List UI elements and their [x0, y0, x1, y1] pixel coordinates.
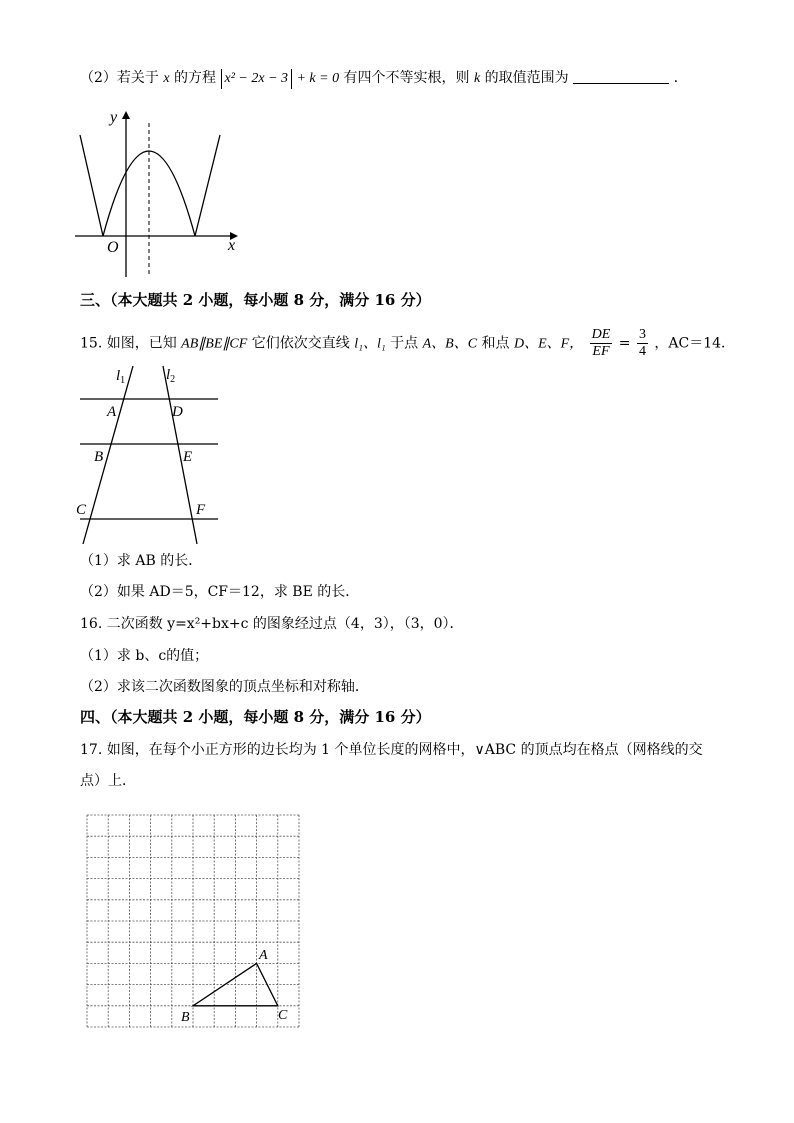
curve-right-branch: [195, 135, 220, 236]
section-4-title: 四、（本大题共 2 小题，每小题 8 分，满分 16 分）: [80, 708, 431, 726]
l2-label: $l_2$: [166, 367, 176, 385]
q16-sub2: （2）求该二次函数图象的顶点坐标和对称轴．: [80, 679, 369, 695]
section-3-title: 三、（本大题共 2 小题，每小题 8 分，满分 16 分）: [80, 291, 431, 309]
q14-prefix: （2）若关于: [80, 70, 159, 86]
point-a-label: A: [107, 404, 117, 420]
abs-parabola-graph: [70, 105, 250, 285]
vertex-c-label: C: [278, 1008, 288, 1023]
grid-figure: [80, 808, 310, 1038]
q17-line2: 点）上．: [80, 773, 136, 789]
y-axis-arrow: [122, 111, 130, 119]
q14-var-k: k: [474, 71, 481, 86]
q15-text3: 于点: [390, 335, 419, 352]
q15-text2: 它们依次交直线: [251, 335, 350, 352]
vertex-b-label: B: [181, 1010, 190, 1025]
curve-left-branch: [80, 135, 103, 236]
q14-var-x: x: [163, 71, 170, 86]
x-axis-label: x: [228, 237, 236, 254]
q14-mid: 的方程: [174, 70, 217, 86]
q15-points2: D、E、F，: [513, 336, 584, 352]
q15-eq: =: [618, 335, 631, 352]
answer-blank[interactable]: [573, 69, 669, 84]
point-b-label: B: [94, 449, 104, 465]
val-den: 4: [638, 344, 646, 359]
vertex-a-label: A: [259, 948, 268, 963]
point-c-label: C: [76, 502, 87, 518]
frac-den: EF: [592, 344, 610, 359]
val-num: 3: [638, 327, 646, 342]
q15-intro: 15. 如图，已知: [80, 335, 177, 352]
transversal-l1: [83, 366, 133, 544]
q15-stem: [80, 327, 735, 360]
fraction-3-4: [637, 327, 648, 360]
q17-line1: 17. 如图，在每个小正方形的边长均为 1 个单位长度的网格中，∨ABC 的顶点均在格点（网格线的交: [80, 742, 703, 758]
y-axis-label: y: [110, 109, 118, 126]
frac-num: DE: [591, 327, 611, 342]
q15-parallel: AB∥BE∥CF: [181, 336, 248, 352]
fraction-de-ef: [590, 327, 613, 360]
abs-expression: [221, 69, 293, 89]
q16-sub1: （1）求 b、c的值；: [80, 648, 209, 664]
point-f-label: F: [196, 502, 206, 518]
q14-after-abs: + k = 0: [296, 71, 340, 86]
q14-tail1: 有四个不等实根，则: [343, 70, 470, 86]
q15-text4: 和点: [481, 335, 510, 352]
q14-2-line: [80, 68, 678, 89]
q15-lines: l₁、l₁: [354, 336, 386, 352]
q14-tail2: 的取值范围为: [484, 70, 569, 86]
q16-stem: 16. 二次函数 y=x²+bx+c 的图象经过点（4，3），（3，0）．: [80, 616, 464, 632]
point-d-label: D: [172, 404, 183, 420]
parallel-lines-figure: [70, 362, 230, 547]
q14-end: .: [673, 70, 679, 86]
point-e-label: E: [183, 449, 193, 465]
l1-label: $l_1$: [116, 368, 126, 386]
grid-lines: [87, 815, 299, 1027]
abs-inner: x² − 2x − 3: [224, 71, 289, 86]
q15-sub2: （2）如果 AD＝5，CF＝12，求 BE 的长．: [80, 584, 360, 600]
q15-sub1: （1）求 AB 的长．: [80, 553, 203, 569]
origin-label: O: [107, 239, 119, 256]
q15-points1: A、B、C: [422, 336, 478, 352]
q15-ac: ，AC＝14．: [654, 335, 736, 352]
